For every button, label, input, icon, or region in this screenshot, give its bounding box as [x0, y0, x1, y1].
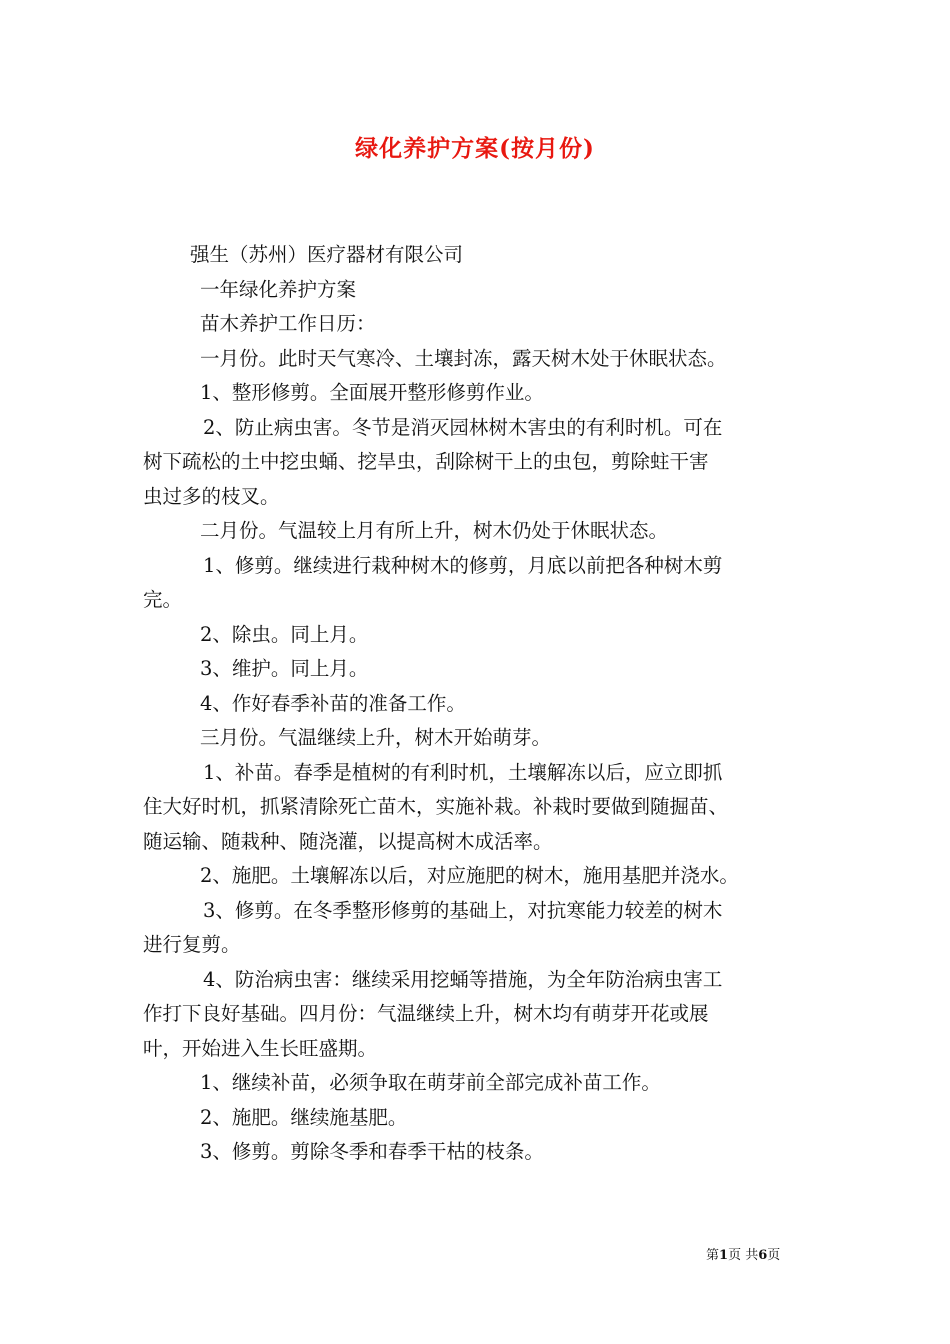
paragraph-mar-item-4-line-3: 叶，开始进入生长旺盛期。 — [143, 1036, 378, 1060]
paragraph-calendar-heading: 苗木养护工作日历： — [200, 312, 376, 335]
paragraph-feb-item-4: 4、作好春季补苗的准备工作。 — [200, 691, 466, 715]
paragraph-mar-item-4: 4、防治病虫害：继续采用挖蛹等措施，为全年防治病虫害工 — [203, 967, 723, 991]
paragraph-company: 强生（苏州）医疗器材有限公司 — [190, 243, 464, 266]
total-page-count: 6 — [758, 1248, 768, 1263]
paragraph-mar-item-3: 3、修剪。在冬季整形修剪的基础上，对抗寒能力较差的树木 — [203, 898, 723, 922]
page-number-footer: 第1页 共6页 — [706, 1248, 781, 1263]
paragraph-mar-item-4-line-2: 作打下良好基础。四月份：气温继续上升，树木均有萌芽开花或展 — [143, 1002, 709, 1025]
paragraph-march: 三月份。气温继续上升，树木开始萌芽。 — [200, 726, 552, 749]
paragraph-mar-item-1-line-2: 住大好时机，抓紧清除死亡苗木，实施补栽。补栽时要做到随掘苗、 — [143, 795, 729, 818]
document-title: 绿化养护方案(按月份) — [355, 135, 595, 162]
paragraph-feb-item-2: 2、除虫。同上月。 — [200, 622, 369, 646]
paragraph-mar-item-1: 1、补苗。春季是植树的有利时机，土壤解冻以后，应立即抓 — [203, 760, 723, 784]
paragraph-apr-item-2: 2、施肥。继续施基肥。 — [200, 1105, 408, 1129]
paragraph-jan-item-2-line-3: 虫过多的枝叉。 — [143, 484, 280, 508]
current-page-number: 1 — [719, 1248, 729, 1263]
paragraph-jan-item-2-line-2: 树下疏松的土中挖虫蛹、挖旱虫，刮除树干上的虫包，剪除蛀干害 — [143, 450, 709, 473]
paragraph-february: 二月份。气温较上月有所上升，树木仍处于休眠状态。 — [200, 519, 669, 542]
paragraph-mar-item-1-line-3: 随运输、随栽种、随浇灌，以提高树木成活率。 — [143, 829, 553, 853]
paragraph-plan-title: 一年绿化养护方案 — [200, 277, 357, 301]
paragraph-feb-item-1-line-2: 完。 — [143, 588, 183, 611]
document-body — [143, 238, 810, 1170]
paragraph-apr-item-3: 3、修剪。剪除冬季和春季干枯的枝条。 — [200, 1140, 544, 1163]
paragraph-jan-item-1: 1、整形修剪。全面展开整形修剪作业。 — [200, 381, 544, 404]
paragraph-mar-item-2: 2、施肥。土壤解冻以后，对应施肥的树木，施用基肥并浇水。 — [200, 864, 739, 887]
paragraph-feb-item-1: 1、修剪。继续进行栽种树木的修剪，月底以前把各种树木剪 — [203, 553, 723, 577]
paragraph-apr-item-1: 1、继续补苗，必须争取在萌芽前全部完成补苗工作。 — [200, 1071, 661, 1094]
paragraph-january: 一月份。此时天气寒冷、土壤封冻，露天树木处于休眠状态。 — [200, 346, 727, 370]
paragraph-jan-item-2: 2、防止病虫害。冬节是消灭园林树木害虫的有利时机。可在 — [203, 415, 723, 439]
paragraph-mar-item-3-line-2: 进行复剪。 — [143, 933, 241, 956]
paragraph-feb-item-3: 3、维护。同上月。 — [200, 657, 369, 680]
